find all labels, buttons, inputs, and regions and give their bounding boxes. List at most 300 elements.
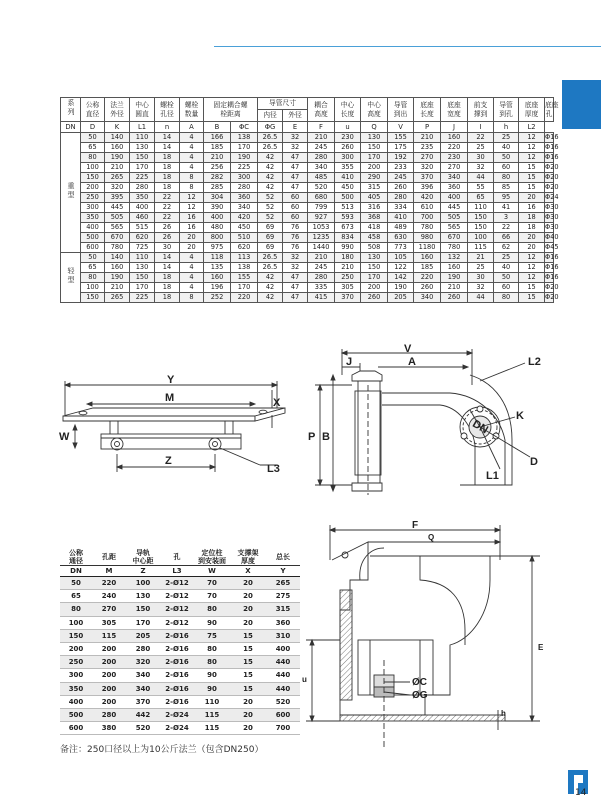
table-cell: 450 <box>231 223 258 233</box>
table-cell: Φ20 <box>545 173 559 181</box>
table-cell: 4 <box>180 283 204 293</box>
table-row <box>61 133 554 143</box>
table-cell: 192 <box>388 153 414 163</box>
dim-v-label: V <box>404 343 412 355</box>
table-cell: 20 <box>230 577 266 590</box>
table-cell: 280 <box>92 709 126 722</box>
table-cell: 630 <box>388 233 414 243</box>
table-cell: 142 <box>388 273 414 283</box>
table-cell: 15 <box>230 669 266 682</box>
table-cell: 42 <box>258 273 283 283</box>
table-cell: 220 <box>92 577 126 590</box>
table-cell: Φ40 <box>545 233 559 241</box>
table-cell: 100 <box>468 233 494 243</box>
rail-header-cell: 公称 通径 <box>60 549 92 566</box>
symbol-cell: ΦG <box>258 122 283 133</box>
table-cell: 190 <box>105 153 130 163</box>
header-i: 导管 到孔 <box>494 98 519 122</box>
table-row <box>61 163 554 173</box>
table-cell: 160 <box>105 143 130 153</box>
header-guide-inner: 内径 <box>258 110 283 122</box>
table-cell: 150 <box>468 223 494 233</box>
table-cell: 132 <box>441 253 468 263</box>
table-cell: 20 <box>230 616 266 629</box>
dim-d-label: D <box>530 456 538 468</box>
table-cell: 41 <box>494 203 519 213</box>
table-cell: 300 <box>335 153 361 163</box>
table-cell: 138 <box>231 263 258 273</box>
table-cell: 18 <box>155 153 180 163</box>
table-cell: 30 <box>468 273 494 283</box>
table-cell: 80 <box>81 273 105 283</box>
table-cell: 980 <box>414 233 441 243</box>
table-cell: 150 <box>468 213 494 223</box>
table-cell: 170 <box>231 143 258 153</box>
table-cell: 780 <box>414 223 441 233</box>
symbol-cell: D <box>81 122 105 133</box>
table-cell: 190 <box>388 283 414 293</box>
table-cell: Φ16 <box>545 133 559 141</box>
table-cell: 210 <box>441 283 468 293</box>
table-cell: 610 <box>414 203 441 213</box>
dim-y-label: Y <box>167 374 175 386</box>
table-cell: 445 <box>441 203 468 213</box>
table-cell: 110 <box>468 203 494 213</box>
table-cell: 130 <box>126 590 160 603</box>
table-cell: 565 <box>441 223 468 233</box>
table-cell: Φ30 <box>545 223 559 231</box>
table-cell: 260 <box>388 183 414 193</box>
table-cell: 2-Ø12 <box>160 603 194 616</box>
table-cell: 15 <box>519 283 545 293</box>
table-row <box>61 143 554 153</box>
table-cell: 22 <box>468 133 494 143</box>
table-cell: 32 <box>283 143 308 153</box>
table-cell: 420 <box>414 193 441 203</box>
table-cell: 485 <box>308 173 335 183</box>
table-cell: 18 <box>519 223 545 233</box>
rail-symbol-row <box>60 566 300 577</box>
table-cell: 14 <box>155 143 180 153</box>
table-cell: 355 <box>335 163 361 173</box>
dim-h-label: h <box>501 709 506 718</box>
header-series: 系列 <box>61 98 81 122</box>
table-cell: 500 <box>60 709 92 722</box>
table-cell: 235 <box>414 143 441 153</box>
table-cell: 70 <box>194 577 230 590</box>
table-cell: 270 <box>92 603 126 616</box>
table-cell: 47 <box>283 153 308 163</box>
table-cell: 69 <box>258 243 283 253</box>
table-cell: 25 <box>468 143 494 153</box>
table-cell: 975 <box>204 243 231 253</box>
table-row <box>61 183 554 193</box>
table-cell: 265 <box>105 293 130 303</box>
table-cell: 8 <box>180 173 204 183</box>
table-cell: 4 <box>180 163 204 173</box>
symbol-cell: B <box>204 122 231 133</box>
table-cell: 442 <box>126 709 160 722</box>
dim-b-label: B <box>322 431 330 443</box>
table-cell: 25 <box>468 263 494 273</box>
dim-j-label: J <box>346 356 353 368</box>
table-cell: 190 <box>441 273 468 283</box>
table-cell: 396 <box>414 183 441 193</box>
table-cell: 160 <box>414 253 441 263</box>
table-cell: 80 <box>81 153 105 163</box>
table-cell: 47 <box>283 293 308 303</box>
table-cell: 26.5 <box>258 253 283 263</box>
table-cell: 52 <box>258 203 283 213</box>
table-cell: 12 <box>519 263 545 273</box>
table-cell: 780 <box>105 243 130 253</box>
table-cell: 42 <box>258 153 283 163</box>
header-ab: 固定耦合螺 栓距离 <box>204 98 258 122</box>
table-cell: 2-Ø16 <box>160 695 194 708</box>
table-cell: 250 <box>60 656 92 669</box>
table-row <box>60 682 300 695</box>
table-cell: 300 <box>60 669 92 682</box>
table-cell: 260 <box>335 143 361 153</box>
table-cell: 1440 <box>308 243 335 253</box>
table-cell: 115 <box>92 629 126 642</box>
table-cell: 52 <box>258 213 283 223</box>
table-cell: 40 <box>494 263 519 273</box>
table-cell: 138 <box>231 133 258 143</box>
table-cell: 780 <box>441 243 468 253</box>
table-cell: 160 <box>204 273 231 283</box>
table-cell: 200 <box>92 643 126 656</box>
table-row <box>60 603 300 616</box>
table-cell: 200 <box>361 163 388 173</box>
table-cell: Φ45 <box>545 243 559 251</box>
table-cell: 42 <box>258 293 283 303</box>
table-row <box>61 203 554 213</box>
table-cell: 460 <box>130 213 155 223</box>
table-cell: 1180 <box>414 243 441 253</box>
table-cell: 440 <box>266 682 300 695</box>
symbol-cell: A <box>180 122 204 133</box>
table-cell: 26 <box>155 233 180 243</box>
table-cell: 350 <box>60 682 92 695</box>
table-cell: 113 <box>231 253 258 263</box>
table-cell: 150 <box>130 273 155 283</box>
table-cell: 160 <box>105 263 130 273</box>
rail-bracket-drawing <box>55 370 300 485</box>
table-row <box>61 263 554 273</box>
table-cell: 300 <box>231 173 258 183</box>
table-cell: 15 <box>519 293 545 303</box>
table-cell: 220 <box>441 143 468 153</box>
table-cell: 20 <box>230 590 266 603</box>
table-cell: 500 <box>81 233 105 243</box>
table-cell: 275 <box>266 590 300 603</box>
table-cell: 90 <box>194 682 230 695</box>
table-cell: 520 <box>308 183 335 193</box>
table-cell: 76 <box>283 243 308 253</box>
rail-header-cell: 定位柱 到安装面 <box>194 549 230 566</box>
header-rule <box>214 46 601 47</box>
table-cell: 370 <box>335 293 361 303</box>
table-cell: 200 <box>92 669 126 682</box>
header-k: 中心 圆直 <box>130 98 155 122</box>
table-cell: 32 <box>468 163 494 173</box>
rail-dimension-table <box>60 549 300 735</box>
table-cell: 50 <box>494 273 519 283</box>
table-cell: 15 <box>230 656 266 669</box>
table-cell: 260 <box>414 283 441 293</box>
table-cell: 520 <box>266 695 300 708</box>
symbol-cell: DN <box>61 122 81 133</box>
table-cell: 22 <box>155 203 180 213</box>
table-cell: 25 <box>494 133 519 143</box>
table-cell: 620 <box>130 233 155 243</box>
table-cell: 170 <box>130 283 155 293</box>
table-cell: 50 <box>60 577 92 590</box>
table-row <box>60 577 300 590</box>
table-cell: 18 <box>519 213 545 223</box>
table-cell: 4 <box>180 133 204 143</box>
table-cell: 80 <box>194 656 230 669</box>
table-row <box>61 243 554 253</box>
table-cell: 170 <box>361 273 388 283</box>
table-cell: 2-Ø12 <box>160 577 194 590</box>
table-cell: 280 <box>308 153 335 163</box>
table-cell: 210 <box>105 163 130 173</box>
header-guide-outer: 外径 <box>283 110 308 122</box>
table-cell: 180 <box>335 253 361 263</box>
symbol-cell: I <box>468 122 494 133</box>
table-cell: 1235 <box>308 233 335 243</box>
table-cell: 100 <box>81 163 105 173</box>
table-cell: 12 <box>519 143 545 153</box>
table-cell: 305 <box>335 283 361 293</box>
table-cell: 15 <box>519 183 545 193</box>
table-cell: 118 <box>204 253 231 263</box>
table-cell: 65 <box>468 193 494 203</box>
table-cell: 80 <box>194 603 230 616</box>
table-cell: 510 <box>231 233 258 243</box>
table-cell: 170 <box>361 153 388 163</box>
table-cell: 670 <box>105 233 130 243</box>
table-cell: 32 <box>468 283 494 293</box>
table-row <box>60 709 300 722</box>
symbol-cell: E <box>283 122 308 133</box>
table-cell: 95 <box>494 193 519 203</box>
table-cell: 400 <box>130 203 155 213</box>
table-cell: 620 <box>231 243 258 253</box>
rail-header-cell: 支撑架 厚度 <box>230 549 266 566</box>
table-cell: 2-Ø16 <box>160 669 194 682</box>
table-cell: 350 <box>81 213 105 223</box>
table-cell: 280 <box>308 273 335 283</box>
table-cell: 130 <box>130 143 155 153</box>
table-cell: 315 <box>266 603 300 616</box>
header-e: 耦合 高度 <box>308 98 335 122</box>
table-cell: 270 <box>441 163 468 173</box>
table-cell: 65 <box>81 263 105 273</box>
page-number: 14 <box>575 788 587 798</box>
table-cell: 304 <box>204 193 231 203</box>
table-cell: 40 <box>494 143 519 153</box>
table-cell: 15 <box>230 629 266 642</box>
table-cell: 340 <box>126 682 160 695</box>
table-row <box>60 616 300 629</box>
table-cell: 210 <box>414 133 441 143</box>
table-cell: 400 <box>266 643 300 656</box>
table-cell: Φ24 <box>545 193 559 201</box>
table-cell: 47 <box>283 183 308 193</box>
table-cell: Φ30 <box>545 213 559 221</box>
table-cell: 513 <box>335 203 361 213</box>
table-cell: 130 <box>130 263 155 273</box>
table-cell: 700 <box>414 213 441 223</box>
table-cell: 205 <box>126 629 160 642</box>
table-cell: 250 <box>81 193 105 203</box>
header-l1: 螺栓 孔径 <box>155 98 180 122</box>
dim-w-label: W <box>59 431 70 443</box>
table-cell: 42 <box>258 283 283 293</box>
table-cell: 4 <box>180 153 204 163</box>
table-cell: 2-Ø24 <box>160 709 194 722</box>
table-cell: 14 <box>155 253 180 263</box>
table-cell: 20 <box>230 603 266 616</box>
table-cell: 75 <box>194 629 230 642</box>
table-cell: 2-Ø16 <box>160 643 194 656</box>
table-cell: 135 <box>204 263 231 273</box>
table-cell: 400 <box>81 223 105 233</box>
table-cell: 600 <box>266 709 300 722</box>
table-cell: 185 <box>414 263 441 273</box>
symbol-cell: Q <box>361 122 388 133</box>
table-cell: 400 <box>441 193 468 203</box>
table-row <box>60 643 300 656</box>
table-cell: 418 <box>361 223 388 233</box>
dim-l2-label: L2 <box>528 356 541 368</box>
table-cell: 44 <box>468 293 494 303</box>
table-cell: 489 <box>388 223 414 233</box>
table-cell: 110 <box>194 695 230 708</box>
table-cell: 14 <box>155 133 180 143</box>
table-cell: 42 <box>258 173 283 183</box>
table-cell: 270 <box>414 153 441 163</box>
table-cell: 725 <box>130 243 155 253</box>
table-cell: 15 <box>230 643 266 656</box>
table-cell: 415 <box>308 293 335 303</box>
table-cell: 265 <box>266 577 300 590</box>
table-cell: 230 <box>441 153 468 163</box>
table-cell: 440 <box>266 656 300 669</box>
table-cell: 220 <box>414 273 441 283</box>
table-cell: 170 <box>130 163 155 173</box>
table-cell: 2-Ø16 <box>160 656 194 669</box>
table-cell: 340 <box>441 173 468 183</box>
table-cell: 210 <box>204 153 231 163</box>
table-cell: 480 <box>204 223 231 233</box>
dim-l3-label: L3 <box>267 463 280 475</box>
dim-k-label: K <box>516 410 524 422</box>
table-cell: 600 <box>81 243 105 253</box>
symbol-cell: J <box>441 122 468 133</box>
dim-dn-label: DN <box>470 417 491 437</box>
table-cell: Φ16 <box>545 143 559 151</box>
table-cell: 160 <box>441 133 468 143</box>
table-cell: 166 <box>204 133 231 143</box>
table-cell: 20 <box>230 695 266 708</box>
table-cell: 150 <box>361 263 388 273</box>
table-cell: Φ16 <box>545 263 559 271</box>
table-cell: 4 <box>180 263 204 273</box>
table-cell: 60 <box>283 193 308 203</box>
table-cell: 32 <box>283 263 308 273</box>
table-cell: 390 <box>204 203 231 213</box>
table-cell: 265 <box>105 173 130 183</box>
table-cell: 18 <box>155 183 180 193</box>
table-cell: 505 <box>105 213 130 223</box>
symbol-cell: ΦC <box>231 122 258 133</box>
table-cell: 410 <box>335 173 361 183</box>
table-cell: Φ20 <box>545 293 559 301</box>
table-cell: 282 <box>204 173 231 183</box>
table-cell: 47 <box>283 173 308 183</box>
table-cell: 80 <box>494 173 519 183</box>
table-row <box>60 656 300 669</box>
table-cell: Φ16 <box>545 253 559 261</box>
table-cell: 285 <box>204 183 231 193</box>
table-row <box>60 669 300 682</box>
table-cell: 200 <box>92 682 126 695</box>
table-cell: Φ16 <box>545 153 559 161</box>
table-cell: 4 <box>180 273 204 283</box>
rail-symbol-cell: X <box>230 566 266 577</box>
table-row <box>61 193 554 203</box>
header-j: 前支 撑到 <box>468 98 494 122</box>
rail-symbol-cell: DN <box>60 566 92 577</box>
dim-l1-label: L1 <box>486 470 499 482</box>
dim-f-label: F <box>412 520 419 531</box>
table-cell: 70 <box>194 590 230 603</box>
table-cell: 520 <box>126 722 160 735</box>
table-cell: 130 <box>361 133 388 143</box>
table-cell: 350 <box>130 193 155 203</box>
coupling-section-drawing <box>300 520 560 760</box>
table-cell: 340 <box>231 203 258 213</box>
table-cell: 200 <box>92 695 126 708</box>
rail-header-cell: 导轨 中心距 <box>126 549 160 566</box>
header-l2: 底座 孔 <box>545 98 554 122</box>
table-cell: 18 <box>155 163 180 173</box>
table-cell: 30 <box>155 243 180 253</box>
table-row <box>61 293 554 303</box>
table-cell: 395 <box>105 193 130 203</box>
rail-symbol-cell: Z <box>126 566 160 577</box>
table-cell: 47 <box>283 283 308 293</box>
table-cell: 150 <box>60 629 92 642</box>
table-cell: 290 <box>361 173 388 183</box>
table-cell: 66 <box>494 233 519 243</box>
table-cell: 20 <box>519 233 545 243</box>
coupling-front-drawing <box>300 345 560 510</box>
table-row <box>61 273 554 283</box>
table-cell: 26.5 <box>258 143 283 153</box>
table-cell: 445 <box>105 203 130 213</box>
table-row <box>61 253 554 263</box>
dim-a-label: A <box>408 356 416 368</box>
table-cell: 210 <box>105 283 130 293</box>
table-cell: 420 <box>231 213 258 223</box>
symbol-cell: u <box>335 122 361 133</box>
dim-m-label: M <box>165 392 175 404</box>
